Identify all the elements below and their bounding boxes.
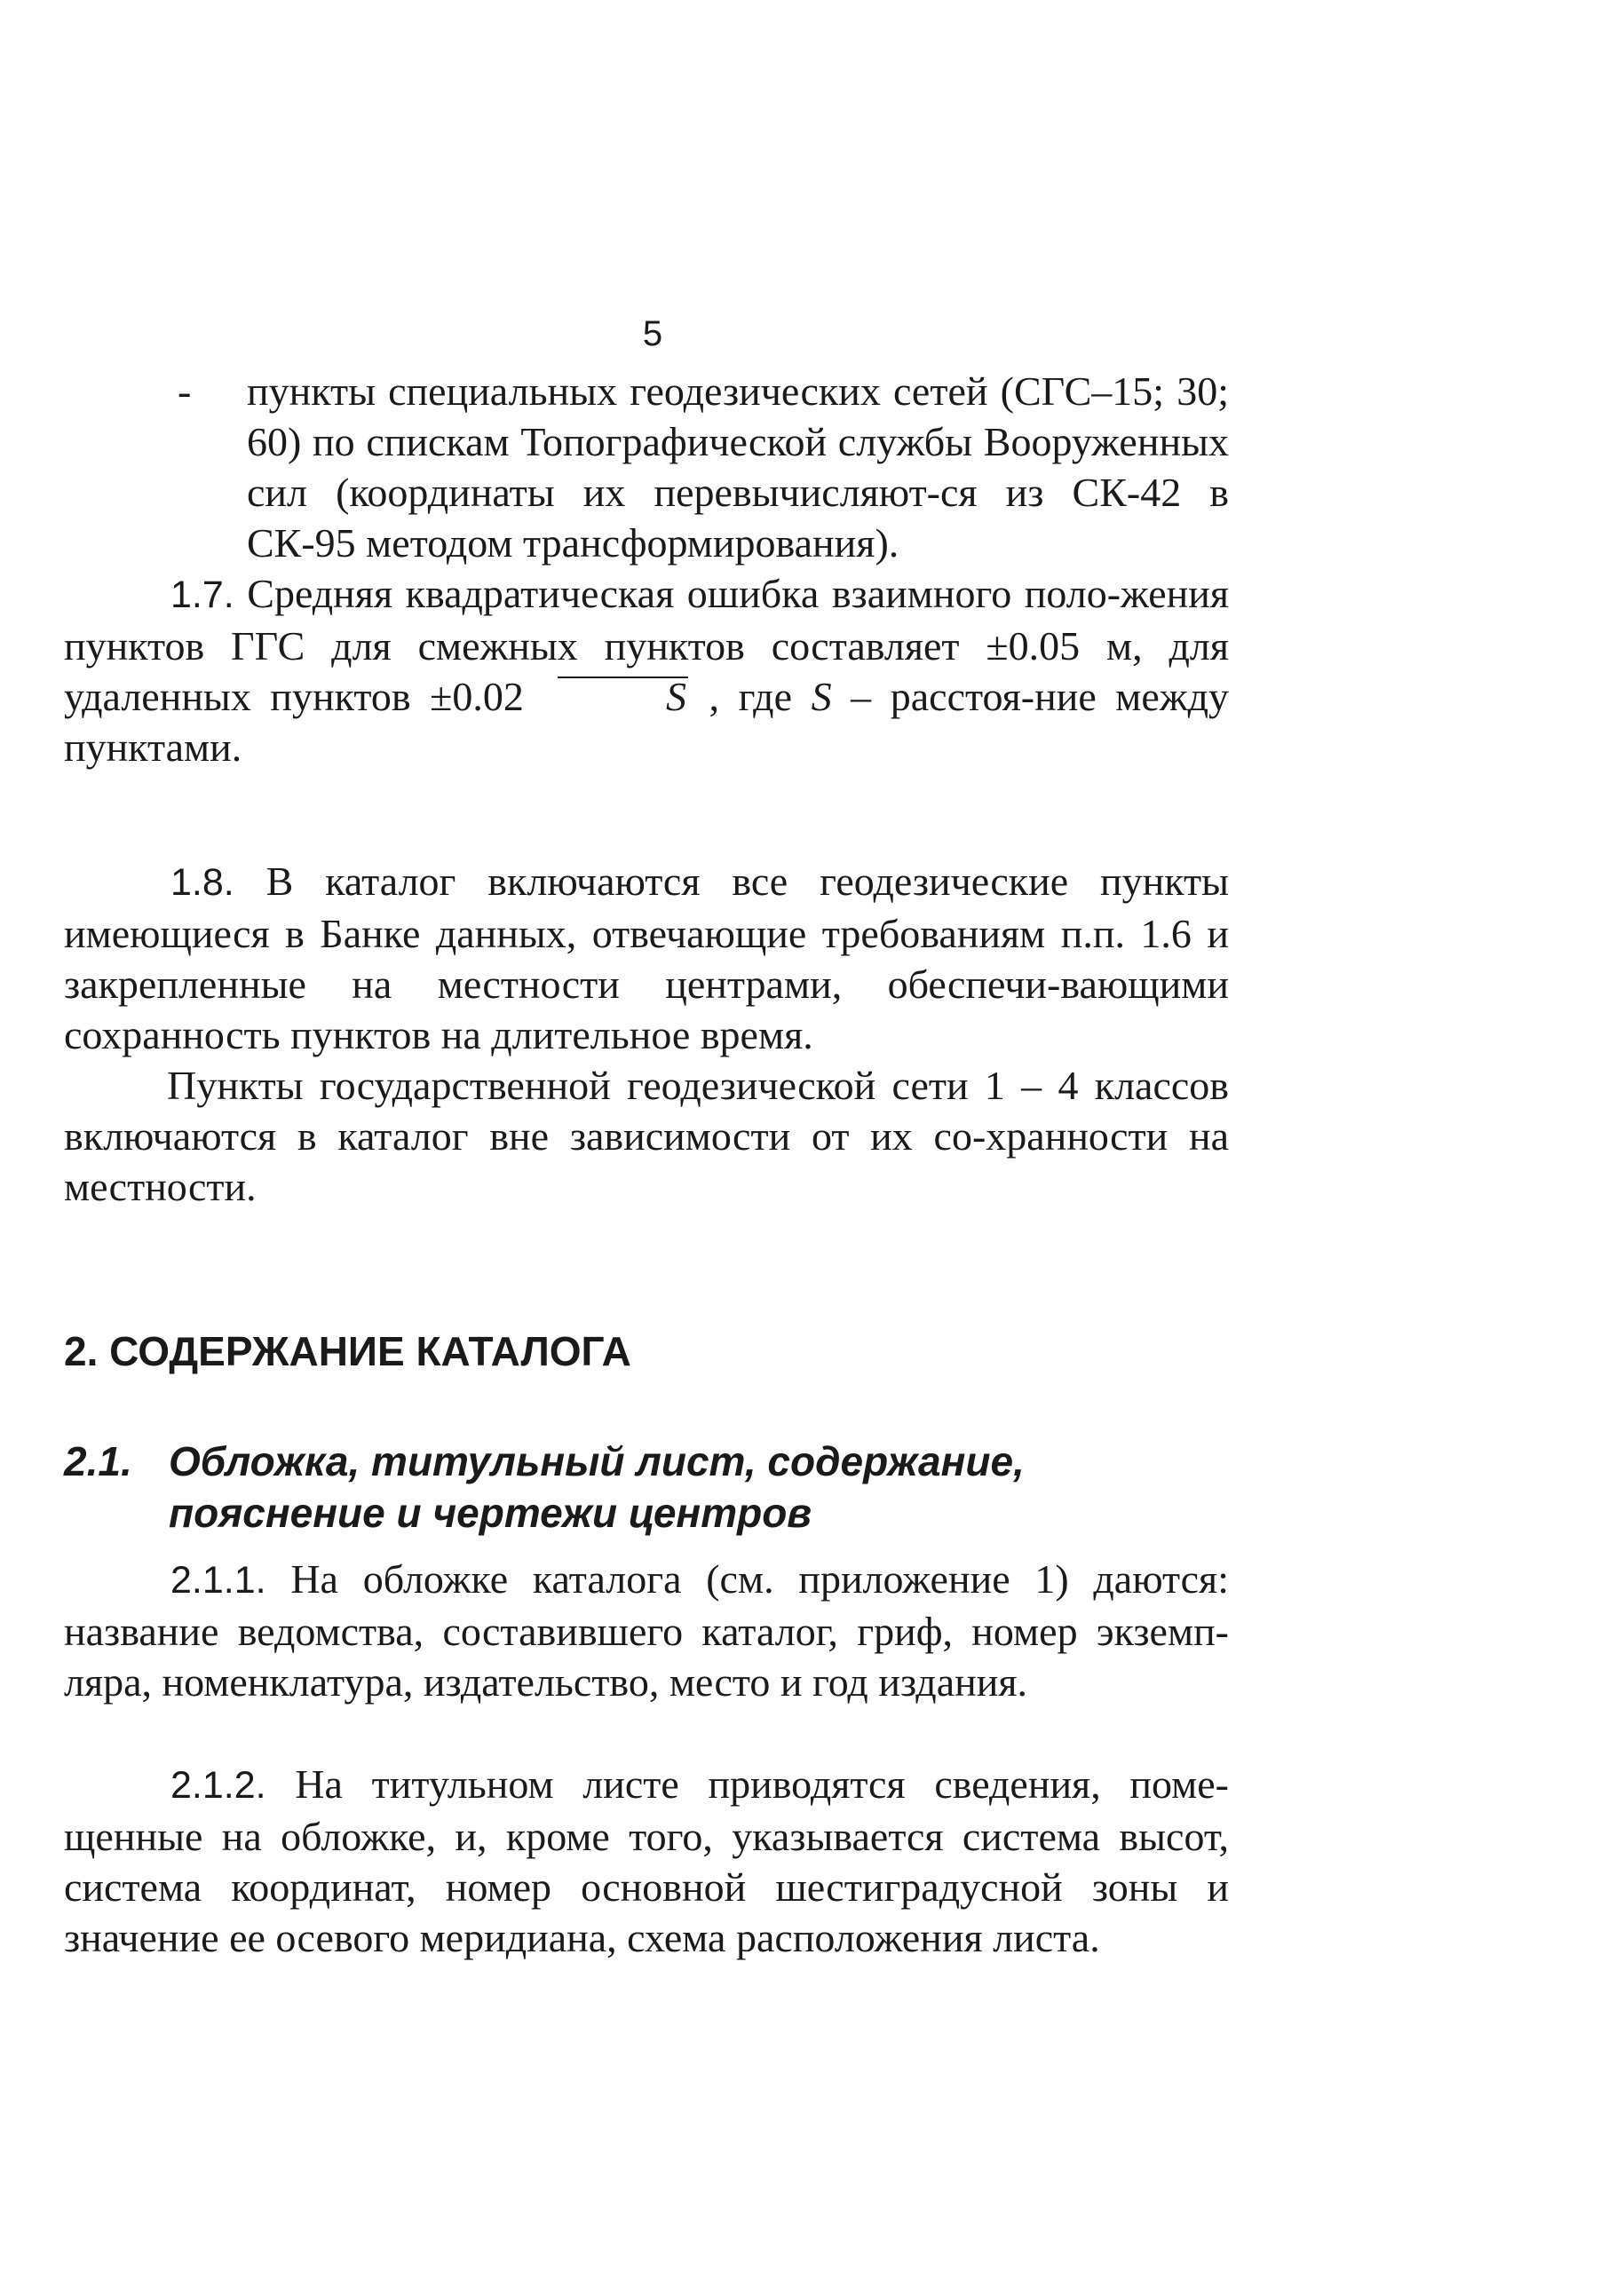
paragraph-number: 2.1.1. (170, 1559, 266, 1602)
paragraph-number: 1.8. (170, 861, 234, 904)
paragraph-text: На титульном листе приводятся сведения, поме-щенные на обложке, и, кроме того, указывается система высот, система координат, номер основной шестиградусной зоны и значение ее осевого меридиана, схема расположения листа. (64, 1761, 1230, 1960)
subsection-heading (64, 1436, 1218, 1539)
paragraph-1-8-continued (64, 1060, 1229, 1212)
paragraph-text: В каталог включаются все геодезические пункты имеющиеся в Банке данных, отвечающие требованиям п.п. 1.6 и закрепленные на местности центрами, обеспечи-вающими сохранность пунктов на длительное время. (64, 859, 1230, 1057)
paragraph-1-8 (64, 856, 1229, 1060)
bullet-text: пункты специальных геодезических сетей (СГС–15; 30; 60) по спискам Топографической службы Вооруженных сил (координаты их перевычисляют-ся из СК-42 в СК-95 методом трансформирования). (247, 368, 1229, 566)
bullet-dash: - (178, 368, 192, 414)
variable: S (811, 674, 832, 719)
paragraph-2-1-2 (64, 1759, 1229, 1963)
paragraph-text: Пункты государственной геодезической сети 1 – 4 классов включаются в каталог вне зависимости от их со-хранности на местности. (64, 1063, 1229, 1209)
paragraph-1-7 (64, 568, 1229, 772)
paragraph-text: – расстоя-ние между пунктами. (64, 674, 1230, 770)
page-number: 5 (642, 314, 663, 353)
paragraph-text: , где (709, 674, 792, 719)
sqrt-expression: S (556, 671, 690, 722)
paragraph-text: Средняя квадратическая ошибка взаимного поло-жения пунктов ГГС для смежных пунктов составляет ±0.05 м, для удаленных пунктов ±0.02 (64, 571, 1229, 719)
paragraph-2-1-1 (64, 1554, 1229, 1707)
paragraph-text: На обложке каталога (см. приложение 1) даются: название ведомства, составившего каталог, гриф, номер экземп-ляра, номенклатура, издательство, место и год издания. (64, 1556, 1229, 1705)
subsection-number: 2.1. (64, 1438, 132, 1484)
paragraph-number: 1.7. (170, 574, 234, 616)
section-heading: 2. СОДЕРЖАНИЕ КАТАЛОГА (64, 1328, 631, 1374)
subsection-title: Обложка, титульный лист, содержание, пояснение и чертежи центров (169, 1438, 1025, 1536)
paragraph-number: 2.1.2. (170, 1764, 266, 1807)
